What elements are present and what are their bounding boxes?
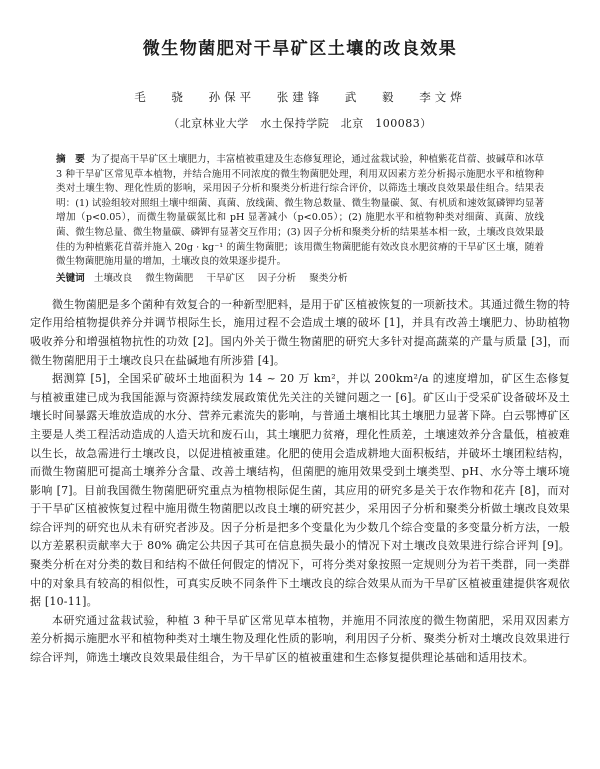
keyword: 干旱矿区	[206, 272, 245, 284]
author-name: 武 毅	[344, 90, 398, 104]
keyword: 聚类分析	[309, 272, 348, 284]
author-name: 李文烨	[419, 90, 466, 104]
affiliation: （北京林业大学 水土保持学院 北京 100083）	[168, 117, 432, 130]
keywords-label: 关键词	[56, 272, 85, 284]
body-paragraph: 本研究通过盆栽试验，种植 3 种干旱矿区常见草本植物，并施用不同浓度的微生物菌肥，采用双因素方差分析揭示施肥水平和植物种类对土壤生物及理化性质的影响，利用因子分析、聚类分析对土壤改良效果进行综合评判，筛选土壤改良效果最佳组合，为干旱矿区的植被重建和生态修复提供理论基础和适用技术。	[30, 613, 570, 665]
author-name: 毛 骁	[134, 90, 187, 104]
body-paragraph: 据测算 [5]，全国采矿破坏土地面积为 14 ~ 20 万 km²，并以 200km²/a 的速度增加，矿区生态修复与植被重建已成为我国能源与资源持续发展政策优先关注的关键问题之一 [6]。矿区山于受采矿设备破坏及土壤长时间暴露天堆放造成的水分、营养元素流失的影响，与普通土壤相比其土壤肥力显著下降。白云鄂博矿区主要是人类工程活动造成的人造天坑和废石山，其土壤肥力贫瘠，理化性质差，土壤速效养分含量低，植被难以生长，故急需进行土壤改良，以促进植被重建。化肥的使用会造成耕地大面积板结，并破坏土壤团粒结构，而微生物菌肥可提高土壤养分含量、改善土壤结构，但菌肥的施用效果受到土壤类型、pH、水分等土壤环境影响 [7]。目前我国微生物菌肥研究重点为植物根际促生菌，其应用的研究多是关于农作物和花卉 [8]，而对于干旱矿区植被恢复过程中施用微生物菌肥以改良土壤的研究甚少，采用因子分析和聚类分析做土壤改良效果综合评判的研究也从未有研究者涉及。因子分析是把多个变量化为少数几个综合变量的多变量分析方法，一般以方差累积贡献率大于 80% 确定公共因子其可在信息损失最小的情况下对土壤改良效果进行综合评判 [9]。聚类分析在对分类的数目和结构不做任何假定的情况下，可将分类对象按照一定规则分为若干类群，同一类群中的对象具有较高的相似性，可真实反映不同条件下土壤改良的综合效果从而为干旱矿区植被重建提供客观依据 [10-11]。	[30, 372, 570, 609]
author-name: 张建锋	[276, 90, 324, 104]
paper-title: 微生物菌肥对干旱矿区土壤的改良效果	[142, 39, 458, 59]
keyword: 土壤改良	[93, 272, 133, 284]
author-name: 孙保平	[208, 90, 256, 104]
keyword: 因子分析	[257, 272, 297, 284]
abstract	[30, 153, 570, 270]
body-paragraph: 微生物菌肥是多个菌种有效复合的一种新型肥料，是用于矿区植被恢复的一项新技术。其通过微生物的特定作用给植物提供养分并调节根际生长，施用过程不会造成土壤的破坏 [1]，并具有改善土壤肥力、协助植物吸收养分和增强植物抗性的功效 [2]。国内外关于微生物菌肥的研究大多针对提高蔬菜的产量与质量 [3]，而微生物菌肥用于土壤改良只在盐碱地有所涉猎 [4]。	[30, 297, 570, 367]
abstract-label: 摘 要	[56, 154, 85, 165]
abstract-text: 为了提高干旱矿区土壤肥力，丰富植被重建及生态修复理论，通过盆栽试验，种植紫花苜蓿、披碱草和冰草 3 种干旱矿区常见草本植物，并结合施用不同浓度的微生物菌肥处理，利用双因素方差分析揭示施肥水平和植物种类对土壤生物、理化性质的影响，采用因子分析和聚类分析进行综合评价，以筛选土壤改良效果最佳组合。结果表明：(1) 试验组较对照组土壤中细菌、真菌、放线菌、微生物总数量、微生物量碳、氮、有机质和速效氮磷钾均显著增加（p<0.05），而微生物量碳氮比和 pH 显著减小（p<0.05）；(2) 施肥水平和植物种类对细菌、真菌、放线菌、微生物总量、微生物量碳、磷钾有显著交互作用；(3) 因子分析和聚类分析的结果基本相一致，土壤改良效果最佳的为种植紫花苜蓿并施入 20g · kg⁻¹ 的菌生物菌肥；该用微生物菌肥能有效改良水肥贫瘠的干旱矿区土壤，随着微生物菌肥施用量的增加，土壤改良的效果逐步提升。	[56, 154, 545, 268]
keywords	[30, 272, 570, 286]
author-list	[30, 89, 570, 105]
keyword: 微生物菌肥	[145, 272, 194, 284]
body-text	[30, 296, 570, 668]
